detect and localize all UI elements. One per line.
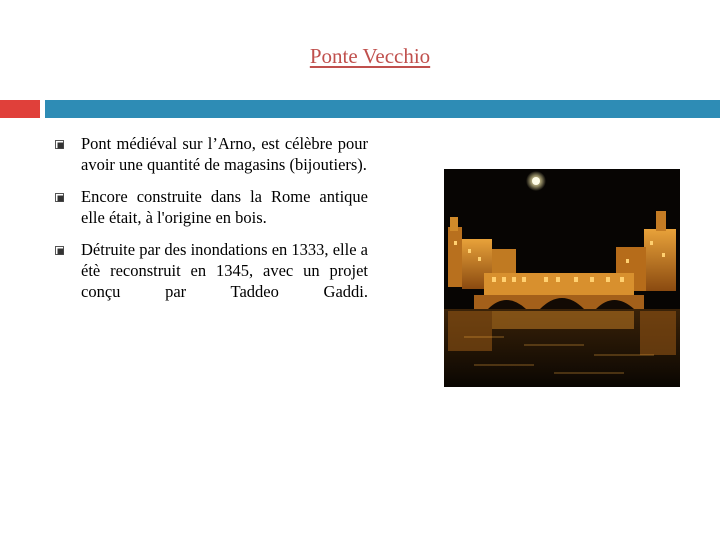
accent-bar-red bbox=[0, 100, 40, 118]
hollow-square-bullet-icon bbox=[55, 193, 64, 202]
ponte-vecchio-night-photo bbox=[444, 169, 680, 387]
bullet-text: Pont médiéval sur l’Arno, est célèbre pour avoir une quantité de magasins (bijoutiers). bbox=[81, 134, 368, 174]
list-item bbox=[55, 133, 368, 175]
accent-bar-blue bbox=[45, 100, 720, 118]
list-item bbox=[55, 186, 368, 228]
bullet-text: Détruite par des inondations en 1333, elle a étè reconstruit en 1345, avec un projet conçu par Taddeo Gaddi. bbox=[81, 240, 368, 301]
bullet-list bbox=[55, 133, 368, 313]
slide-title: Ponte Vecchio bbox=[309, 44, 431, 68]
bullet-text: Encore construite dans la Rome antique elle était, à l'origine en bois. bbox=[81, 187, 368, 227]
hollow-square-bullet-icon bbox=[55, 246, 64, 255]
list-item bbox=[55, 239, 368, 302]
hollow-square-bullet-icon bbox=[55, 140, 64, 149]
